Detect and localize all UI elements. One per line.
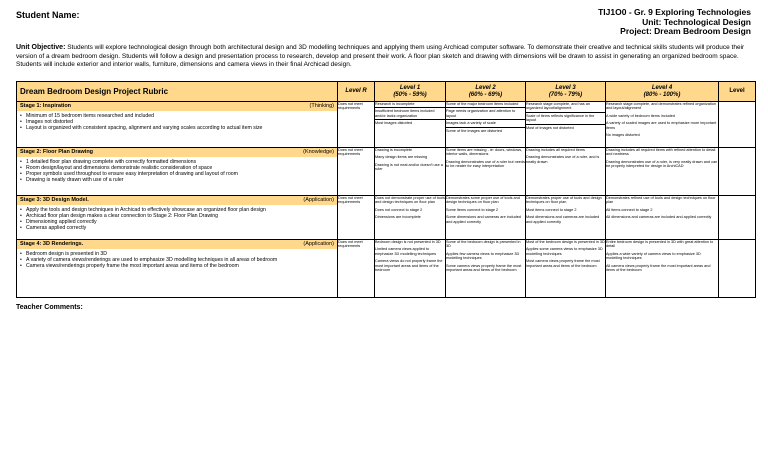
level-score-cell[interactable] (719, 102, 756, 148)
descriptor-text: Most dimensions and cameras are included and applied correctly (526, 215, 600, 224)
descriptor-text: Research stage complete, and demonstrates refined organization and layout/alignment (606, 102, 716, 111)
level-3-cell (526, 240, 606, 298)
stage-title-bar (17, 240, 337, 249)
header-level-4-label: Level 4 (651, 84, 673, 91)
stage-description-cell (17, 102, 338, 148)
descriptor-text: Drawing demonstrates use of a ruler, is very neatly drawn and can be properly interpreted for design in ArchiCAD (606, 159, 718, 169)
header-level-2 (446, 82, 526, 102)
descriptor-text: Demonstrates refined use of tools and design techniques on floor plan (606, 196, 716, 205)
level-r-cell: Does not meet requirements (338, 240, 375, 298)
level-score-cell[interactable] (719, 240, 756, 298)
descriptor-text: Drawing includes all required items with refined attention to detail and neatness (606, 148, 716, 157)
level-2-cell (446, 148, 526, 196)
project-title: Project: Dream Bedroom Design (620, 26, 751, 36)
descriptor-text: A wide variety of bedroom items included (606, 113, 676, 118)
descriptor-text: All dimensions and cameras are included and applied correctly (606, 215, 712, 220)
teacher-comments-label: Teacher Comments: (16, 304, 83, 311)
descriptor-text: Some dimensions and cameras are included and applied correctly (446, 215, 521, 224)
stage-criterion: • Images not distorted (20, 119, 334, 125)
header-level-2-label: Level 2 (475, 84, 496, 91)
descriptor-text: Does not connect to stage 2 (375, 207, 423, 212)
descriptor-text: Some of the images are distorted (446, 128, 502, 133)
descriptor-text: Research stage complete, and has an organized layout/alignment (526, 102, 605, 113)
descriptor-text: Some camera views properly frame the most important areas and items of the bedroom (446, 263, 522, 273)
header-level-3-range: (70% - 79%) (548, 91, 583, 98)
descriptor-text: Research is incomplete (375, 102, 445, 108)
descriptor-text: Most of images not distorted (526, 125, 574, 130)
level-score-cell[interactable] (719, 196, 756, 240)
header-level-2-range: (60% - 69%) (468, 91, 503, 98)
level-1-cell (375, 240, 446, 298)
level-r-cell: Does not meet requirements (338, 196, 375, 240)
rubric-stage-row (17, 102, 756, 148)
stage-category: (Thinking) (309, 103, 334, 109)
level-1-cell (375, 196, 446, 240)
descriptor-text: Most items connect to stage 2 (526, 207, 577, 212)
stage-title: Stage 3: 3D Design Model. (20, 197, 89, 203)
level-3-cell (526, 148, 606, 196)
header-level-1 (375, 82, 446, 102)
descriptor-text: Some items connect to stage 2 (446, 207, 499, 212)
descriptor-text: Insufficient bedroom items included and/or lacks organization (375, 109, 445, 120)
stage-description-cell (17, 240, 338, 298)
descriptor-text: Many design items are missing (375, 155, 428, 160)
stage-criterion: • Drawing is neatly drawn with use of a ruler (20, 177, 334, 183)
level-4-cell (606, 102, 719, 148)
header-level: Level (719, 82, 756, 102)
header-level-4 (606, 82, 719, 102)
descriptor-text: Bedroom design is not presented in 3D (375, 240, 441, 244)
descriptor-text: Drawing is not neat and/or doesn't use a ruler (375, 162, 443, 172)
descriptor-text: Some of the major bedroom items included (446, 102, 525, 108)
stage-criterion: • Apply the tools and design techniques in Archicad to effectively showcase an organized floor plan design (20, 207, 334, 213)
unit-objective (16, 44, 754, 70)
unit-objective-label: Unit Objective: (16, 44, 66, 51)
header-level-1-label: Level 1 (399, 84, 421, 91)
descriptor-text: Does not demonstrate proper use of tools and design techniques on floor plan (375, 196, 445, 205)
descriptor-text: Applies some camera views to emphasize 3D modelling techniques (526, 247, 603, 256)
stage-criterion: • Archicad floor plan design makes a clear connection to Stage 2: Floor Plan Drawing (20, 213, 334, 219)
stage-category: (Knowledge) (303, 149, 334, 155)
descriptor-text: Scale of items reflects significance in the layout (526, 114, 605, 125)
stage-description-cell (17, 196, 338, 240)
descriptor-text: All items connect to stage 2 (606, 207, 653, 212)
stage-criterion: • Cameras applied correctly (20, 225, 334, 231)
header-level-1-range: (50% - 59%) (393, 91, 427, 98)
descriptor-text: No images distorted (606, 133, 640, 138)
student-name-label: Student Name: (16, 10, 80, 20)
level-score-cell[interactable] (719, 148, 756, 196)
descriptor-text: Entire bedroom design is presented in 3D with great attention to detail (606, 240, 714, 249)
descriptor-text: Most images distorted (375, 121, 413, 126)
rubric-stage-row (17, 240, 756, 298)
stage-title: Stage 2: Floor Plan Drawing (20, 149, 94, 155)
stage-title: Stage 4: 3D Renderings. (20, 241, 84, 247)
header-level-3-label: Level 3 (555, 84, 576, 91)
descriptor-text: Drawing includes all required items (526, 148, 585, 152)
level-2-cell (446, 102, 526, 148)
stage-criterion: • Dimensioning applied correctly (20, 219, 334, 225)
descriptor-text: Most of the bedroom design is presented in 3D (526, 240, 605, 244)
course-title: TIJ1O0 - Gr. 9 Exploring Technologies (598, 7, 751, 17)
level-2-cell (446, 240, 526, 298)
descriptor-text: Camera views do not properly frame the most important areas and items of the bedroom (375, 259, 443, 273)
header-level-3 (526, 82, 606, 102)
level-4-cell (606, 148, 719, 196)
stage-criterion: • 1 detailed floor plan drawing complete with correctly formatted dimensions (20, 159, 334, 165)
level-r-cell: Does not meet requirements (338, 148, 375, 196)
descriptor-text: Some of the bedroom design is presented in 3D (446, 240, 521, 249)
descriptor-text: Drawing demonstrates use of a ruler but needs to be neater for easy interpretation (446, 159, 525, 169)
header-level-4-range: (80% - 100%) (643, 91, 681, 98)
descriptor-text: Demonstrates some proper use of tools and design techniques on floor plan (446, 196, 520, 205)
stage-criterion: • Camera views/renderings properly frame the most important areas and items of the bedroom (20, 263, 334, 269)
stage-title-bar (17, 102, 337, 111)
descriptor-text: A variety of scaled images are used to emphasize more important items (606, 121, 717, 130)
level-2-cell (446, 196, 526, 240)
unit-objective-text: Students will explore technological design through both architectural design and 3D modelling techniques and applying them using Archicad computer software. To demonstrate their creative and technical skills students will produce their version of a dream bedroom design. Students will follow a design and presentation process to research, develop and present their work. A floor plan sketch and drawing with dimensions will be drawn to assist in generating an organized bedroom space. Students will include exterior and interior walls, furniture, dimensions and camera views in their final Archicad design. (16, 44, 745, 69)
descriptor-text: Drawing is incomplete (375, 148, 413, 152)
rubric-title: Dream Bedroom Design Project Rubric (17, 82, 338, 102)
stage-description-cell (17, 148, 338, 196)
stage-criterion: • Bedroom design is presented in 3D (20, 251, 334, 257)
rubric-stage-row (17, 148, 756, 196)
rubric-header-row (17, 82, 756, 102)
level-1-cell (375, 148, 446, 196)
descriptor-text: Applies a wide variety of camera views to emphasize 3D modelling techniques (606, 251, 701, 261)
level-3-cell (526, 102, 606, 148)
unit-title: Unit: Technological Design (642, 16, 751, 27)
descriptor-text: Some items are missing - ie: doors, windows, interior walls, dimensions (446, 148, 523, 157)
stage-category: (Application) (303, 197, 334, 203)
descriptor-text: Most camera views properly frame the most important areas and items of the bedroom (526, 259, 600, 268)
level-3-cell (526, 196, 606, 240)
stage-title-bar (17, 196, 337, 205)
level-r-cell: Does not meet requirements (338, 102, 375, 148)
descriptor-text: Applies few camera views to emphasize 3D modelling techniques (446, 251, 520, 261)
header-level-r: Level R (338, 82, 375, 102)
level-4-cell (606, 240, 719, 298)
descriptor-text: Images lack a variety of scale (446, 121, 525, 127)
course-header (598, 8, 751, 37)
stage-criterion: • Room design/layout and dimensions demonstrate realistic consideration of space (20, 165, 334, 171)
descriptor-text: All camera views properly frame the most important areas and items of the bedroom (606, 263, 711, 273)
level-1-cell (375, 102, 446, 148)
stage-title-bar (17, 148, 337, 157)
stage-criterion: • Proper symbols used throughout to ensure easy interpretation of drawing and layout of room (20, 171, 334, 177)
rubric-table (16, 81, 756, 298)
descriptor-text: Limited camera views applied to emphasize 3D modelling techniques (375, 247, 436, 256)
rubric-stage-row (17, 196, 756, 240)
descriptor-text: Dimensions are incomplete (375, 215, 421, 220)
level-4-cell (606, 196, 719, 240)
descriptor-text: Demonstrates proper use of tools and design techniques on floor plan (526, 196, 602, 205)
descriptor-text: Drawing demonstrates use of a ruler, and is neatly drawn (526, 155, 600, 164)
stage-title: Stage 1: Inspiration (20, 103, 72, 109)
stage-criterion: • Minimum of 15 bedroom items researched and included (20, 113, 334, 119)
stage-criterion: • Layout is organized with consistent spacing, alignment and varying scales according to actual item size (20, 125, 334, 131)
stage-category: (Application) (303, 241, 334, 247)
descriptor-text: Page needs organization and attention to layout (446, 109, 525, 120)
stage-criterion: • A variety of camera views/renderings are used to emphasize 3D modelling techniques in all areas of bedroom (20, 257, 334, 263)
